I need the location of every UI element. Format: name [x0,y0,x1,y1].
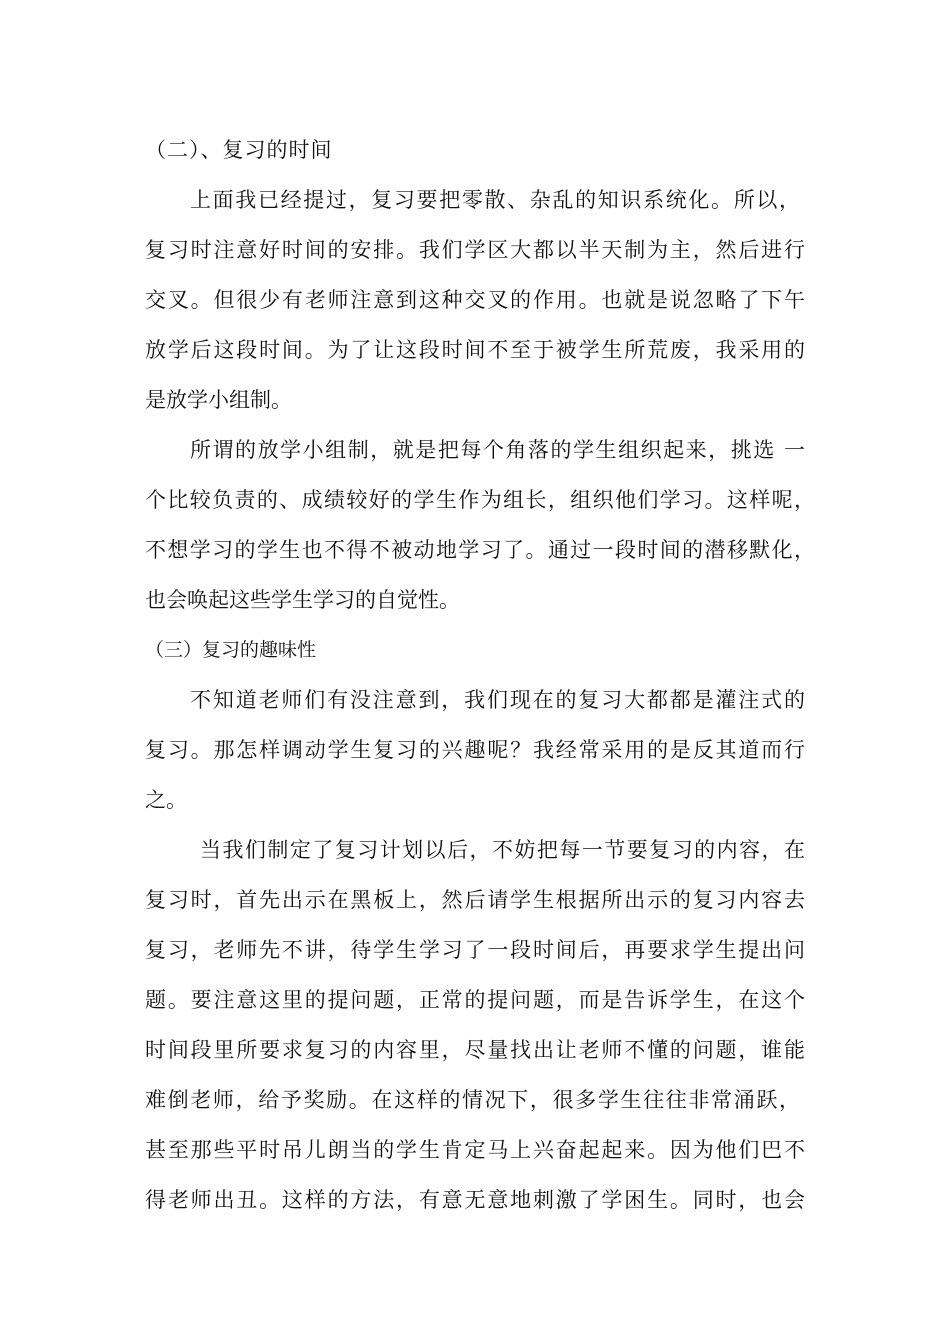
paragraph-line: 难倒老师，给予奖励。在这样的情况下，很多学生往往非常涌跃， [145,1088,800,1112]
section-heading-2: （二）、复习的时间 [145,138,333,162]
paragraph-line: 当我们制定了复习计划以后，不妨把每一节要复习的内容，在 [200,838,805,862]
paragraph-line: 不想学习的学生也不得不被动地学习了。通过一段时间的潜移默化， [145,538,815,562]
paragraph-line: 交叉。但很少有老师注意到这种交叉的作用。也就是说忽略了下午 [145,288,805,312]
paragraph-line: 复习时注意好时间的安排。我们学区大都以半天制为主，然后进行 [145,238,805,262]
paragraph-line: 所谓的放学小组制，就是把每个角落的学生组织起来，挑选 一 [190,438,805,462]
paragraph-line: 是放学小组制。 [145,388,292,412]
section-heading-3: （三）复习的趣味性 [145,639,317,661]
paragraph-line: 之。 [145,788,187,812]
paragraph-line: 复习，老师先不讲，待学生学习了一段时间后，再要求学生提出问 [145,938,805,962]
paragraph-line: 时间段里所要求复习的内容里，尽量找出让老师不懂的问题，谁能 [145,1038,805,1062]
paragraph-line: 复习时，首先出示在黑板上，然后请学生根据所出示的复习内容去 [145,888,805,912]
paragraph-line: 甚至那些平时吊儿朗当的学生肯定马上兴奋起起来。因为他们巴不 [145,1138,805,1162]
paragraph-line: 放学后这段时间。为了让这段时间不至于被学生所荒废，我采用的 [145,338,805,362]
paragraph-line: 得老师出丑。这样的方法，有意无意地刺激了学困生。同时，也会 [145,1188,805,1212]
paragraph-line: 不知道老师们有没注意到，我们现在的复习大都都是灌注式的 [190,688,805,712]
paragraph-line: 也会唤起这些学生学习的自觉性。 [145,588,460,612]
paragraph-line: 题。要注意这里的提问题，正常的提问题，而是告诉学生，在这个 [145,988,805,1012]
paragraph-line: 复习。那怎样调动学生复习的兴趣呢？我经常采用的是反其道而行 [145,738,805,762]
paragraph-line: 上面我已经提过，复习要把零散、杂乱的知识系统化。所以， [190,188,800,212]
paragraph-line: 个比较负责的、成绩较好的学生作为组长，组织他们学习。这样呢， [145,488,815,512]
